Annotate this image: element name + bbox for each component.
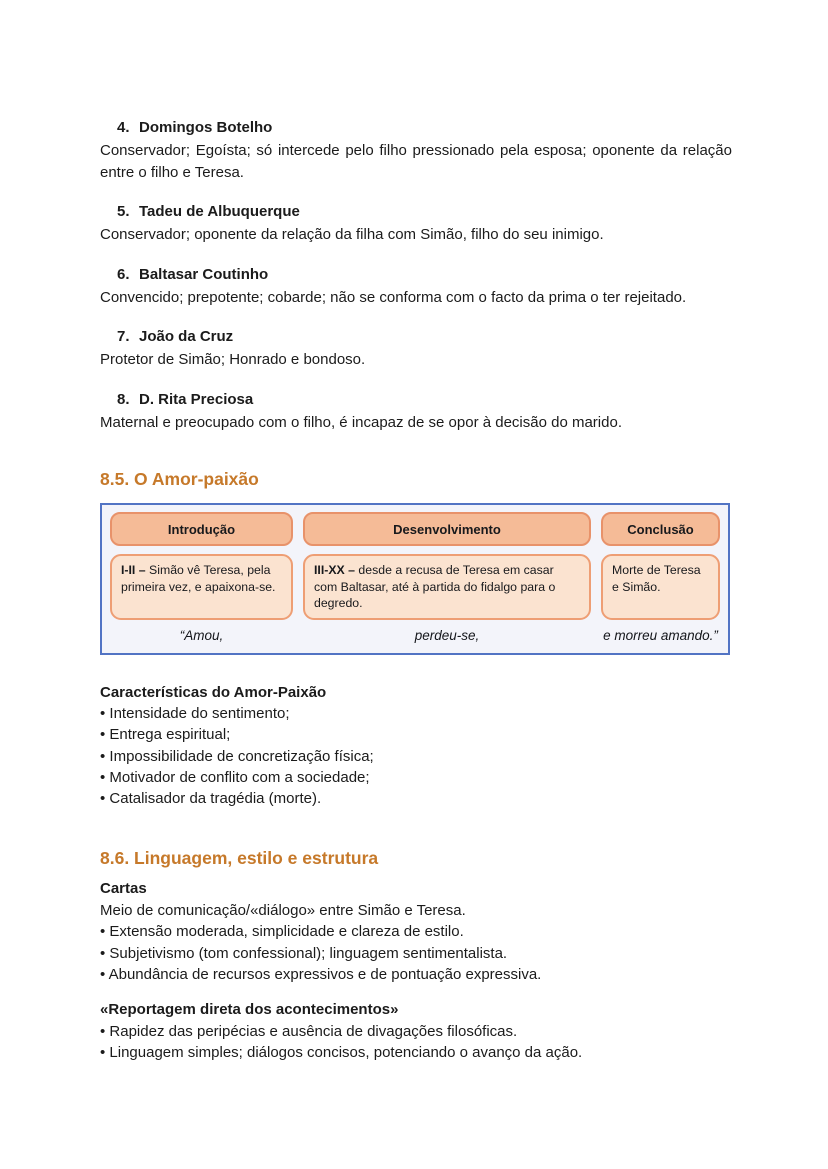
cartas-title: Cartas bbox=[100, 880, 147, 898]
section-title-8-5: 8.5. O Amor-paixão bbox=[100, 469, 259, 489]
caracteristicas-title: Características do Amor-Paixão bbox=[100, 683, 327, 701]
character-description: Conservador; oponente da relação da filha com Simão, filho do seu inimigo. bbox=[100, 226, 604, 243]
quote-perdeu-se: perdeu-se, bbox=[414, 627, 480, 643]
diagram-header-conclusao: Conclusão bbox=[601, 512, 720, 546]
character-heading bbox=[100, 201, 732, 222]
diagram-quote-row bbox=[110, 623, 720, 648]
bullet-item: • Abundância de recursos expressivos e de pontuação expressiva. bbox=[100, 965, 542, 983]
character-description: Maternal e preocupado com o filho, é incapaz de se opor à decisão do marido. bbox=[100, 413, 622, 431]
diagram-body-desenvolvimento bbox=[303, 554, 591, 620]
character-description: Conservador; Egoísta; só intercede pelo filho pressionado pela esposa; oponente da relação entre o filho e Teresa. bbox=[100, 142, 732, 181]
quote-morreu-amando: e morreu amando.” bbox=[603, 627, 718, 643]
document-content bbox=[100, 0, 732, 1063]
character-heading bbox=[100, 326, 732, 347]
diagram-header-desenvolvimento: Desenvolvimento bbox=[303, 512, 591, 546]
character-name: D. Rita Preciosa bbox=[139, 390, 254, 408]
reportagem-title: «Reportagem direta dos acontecimentos» bbox=[100, 1001, 399, 1019]
character-heading bbox=[100, 389, 732, 410]
character-item-8 bbox=[100, 389, 732, 434]
character-number: 8. bbox=[117, 390, 130, 408]
body-text: desde a recusa de Teresa em casar com Baltasar, até à partida do fidalgo para o degredo. bbox=[314, 563, 556, 610]
bullet-item: • Intensidade do sentimento; bbox=[100, 705, 290, 722]
character-description: Protetor de Simão; Honrado e bondoso. bbox=[100, 351, 366, 368]
quote-amou: “Amou, bbox=[179, 627, 224, 643]
character-number: 7. bbox=[117, 328, 130, 345]
diagram-body-introducao bbox=[110, 554, 293, 620]
character-item-5 bbox=[100, 201, 732, 246]
character-name: João da Cruz bbox=[139, 328, 234, 345]
diagram-body-row bbox=[110, 554, 720, 620]
diagram-header-introducao: Introdução bbox=[110, 512, 293, 546]
character-name: Tadeu de Albuquerque bbox=[139, 203, 300, 220]
character-description: Convencido; prepotente; cobarde; não se conforma com o facto da prima o ter rejeitado. bbox=[100, 288, 687, 306]
character-heading bbox=[100, 264, 732, 285]
character-item-6 bbox=[100, 264, 732, 309]
character-number: 6. bbox=[117, 265, 130, 283]
character-number: 5. bbox=[117, 203, 130, 220]
body-text: Morte de Teresa e Simão. bbox=[612, 563, 701, 594]
diagram-header-row bbox=[110, 512, 720, 546]
bullet-item: • Extensão moderada, simplicidade e clareza de estilo. bbox=[100, 923, 464, 941]
plot-structure-diagram bbox=[100, 503, 730, 655]
caracteristicas-block bbox=[100, 682, 732, 810]
chapter-range: I-II – bbox=[121, 563, 146, 577]
character-item-4 bbox=[100, 117, 732, 183]
bullet-item: • Motivador de conflito com a sociedade; bbox=[100, 768, 370, 786]
section-title-8-6: 8.6. Linguagem, estilo e estrutura bbox=[100, 848, 379, 869]
bullet-item: • Impossibilidade de concretização física; bbox=[100, 747, 374, 765]
character-heading bbox=[100, 117, 732, 138]
character-number: 4. bbox=[117, 119, 130, 136]
chapter-range: III-XX – bbox=[314, 563, 356, 577]
bullet-item: • Linguagem simples; diálogos concisos, potenciando o avanço da ação. bbox=[100, 1043, 583, 1061]
bullet-item: • Entrega espiritual; bbox=[100, 726, 231, 744]
bullet-item: • Rapidez das peripécias e ausência de divagações filosóficas. bbox=[100, 1022, 518, 1040]
body-text: Simão vê Teresa, pela primeira vez, e apaixona-se. bbox=[121, 563, 276, 594]
character-name: Domingos Botelho bbox=[139, 119, 273, 136]
bullet-item: • Catalisador da tragédia (morte). bbox=[100, 790, 322, 808]
bullet-item: • Subjetivismo (tom confessional); linguagem sentimentalista. bbox=[100, 944, 508, 962]
character-item-7 bbox=[100, 326, 732, 371]
reportagem-block bbox=[100, 999, 732, 1063]
cartas-block bbox=[100, 878, 732, 985]
character-name: Baltasar Coutinho bbox=[139, 265, 269, 283]
diagram-body-conclusao bbox=[601, 554, 720, 620]
cartas-intro: Meio de comunicação/«diálogo» entre Simão e Teresa. bbox=[100, 901, 466, 919]
